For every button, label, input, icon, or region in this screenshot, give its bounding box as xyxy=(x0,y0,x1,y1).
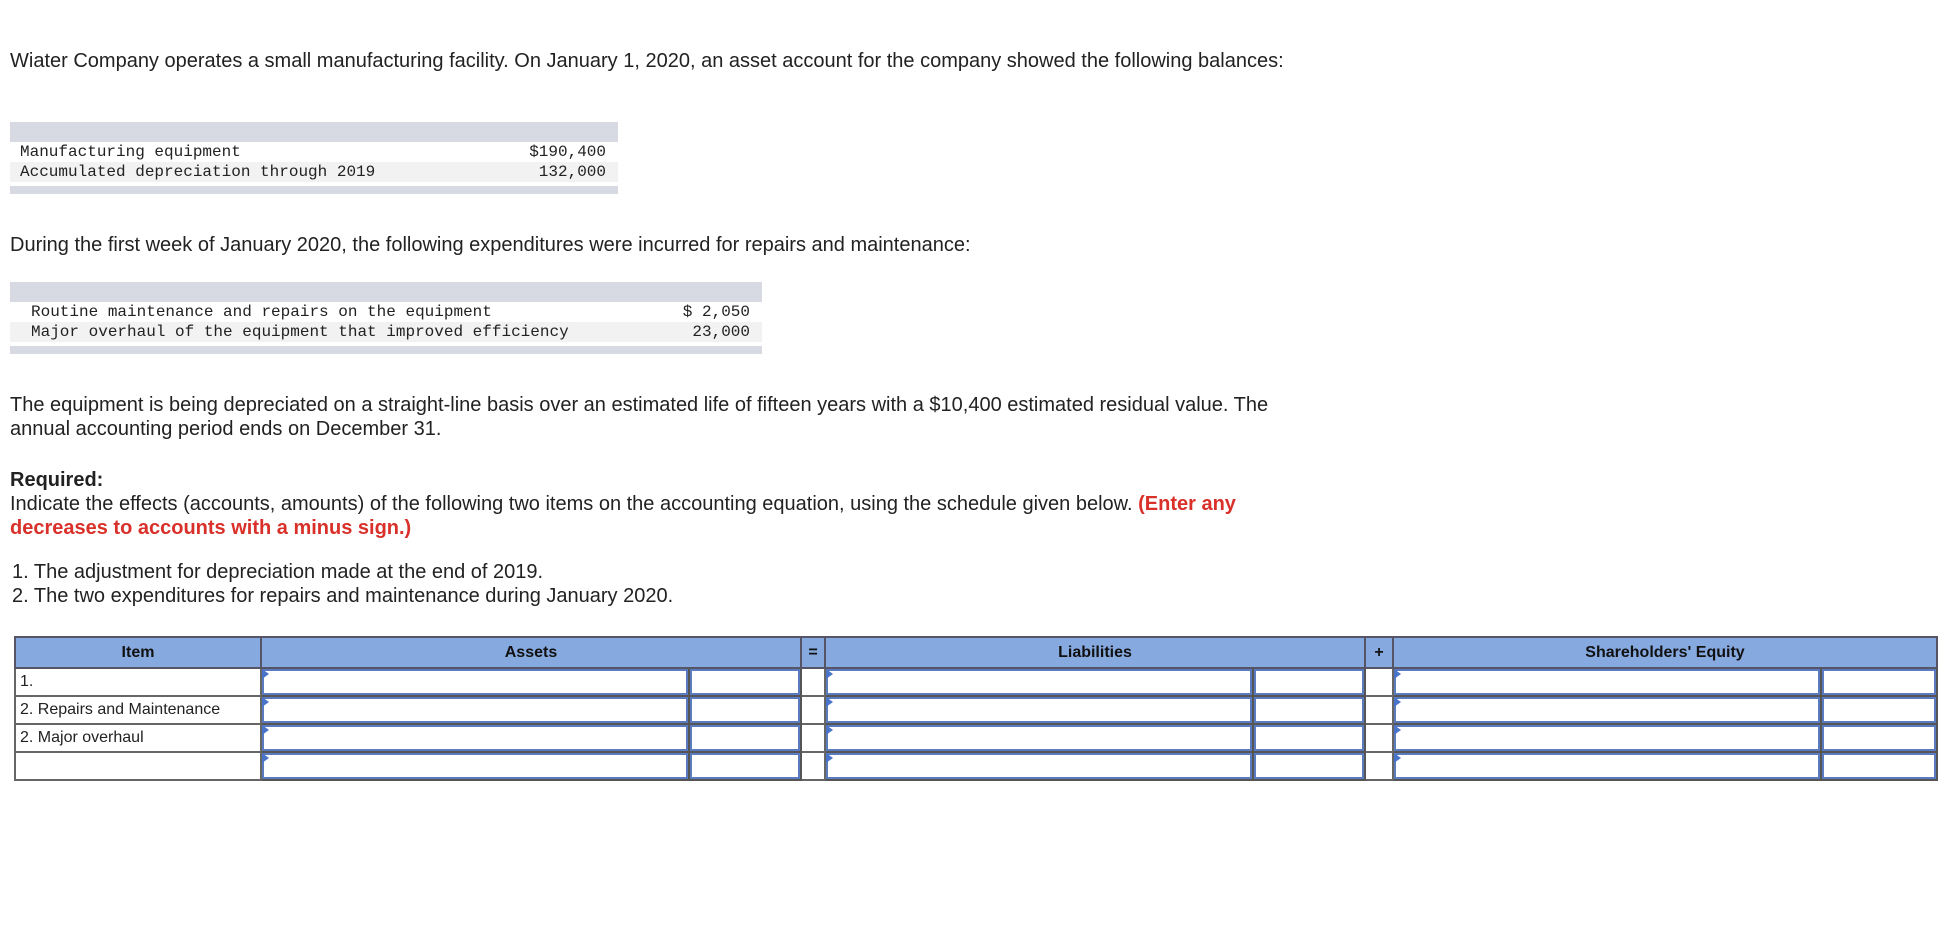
liabilities-account-cell[interactable] xyxy=(825,752,1253,780)
assets-amount-input[interactable] xyxy=(690,725,800,751)
balance-label: Manufacturing equipment xyxy=(20,143,241,161)
equity-account-cell[interactable] xyxy=(1393,696,1821,724)
equity-amount-cell[interactable] xyxy=(1821,752,1937,780)
dropdown-indicator-icon xyxy=(826,669,833,679)
equity-account-input[interactable] xyxy=(1394,753,1820,779)
intro-paragraph: Wiater Company operates a small manufacturing facility. On January 1, 2020, an asset account for the company showed the following balances: xyxy=(10,50,1284,72)
liabilities-account-cell[interactable] xyxy=(825,696,1253,724)
row-item-label: 2. Major overhaul xyxy=(15,724,261,752)
assets-amount-input[interactable] xyxy=(690,697,800,723)
liabilities-amount-cell[interactable] xyxy=(1253,752,1365,780)
table-header-bar xyxy=(10,282,762,302)
dropdown-indicator-icon xyxy=(826,753,833,763)
equity-amount-input[interactable] xyxy=(1822,697,1936,723)
dropdown-indicator-icon xyxy=(1394,669,1401,679)
header-item: Item xyxy=(15,637,261,668)
assets-account-cell[interactable] xyxy=(261,752,689,780)
table-header-bar xyxy=(10,122,618,142)
schedule-row xyxy=(15,752,1937,780)
balance-label: Accumulated depreciation through 2019 xyxy=(20,163,376,181)
row-item-label: 1. xyxy=(15,668,261,696)
equals-spacer xyxy=(801,752,825,780)
expenditure-value: 23,000 xyxy=(692,323,750,341)
dropdown-indicator-icon xyxy=(1394,697,1401,707)
expenditure-value: $ 2,050 xyxy=(682,303,750,321)
plus-spacer xyxy=(1365,752,1393,780)
liabilities-amount-cell[interactable] xyxy=(1253,696,1365,724)
assets-account-input[interactable] xyxy=(262,753,688,779)
equity-account-cell[interactable] xyxy=(1393,724,1821,752)
plus-spacer xyxy=(1365,668,1393,696)
equity-account-cell[interactable] xyxy=(1393,752,1821,780)
dropdown-indicator-icon xyxy=(826,725,833,735)
equity-account-input[interactable] xyxy=(1394,669,1820,695)
dropdown-indicator-icon xyxy=(262,753,269,763)
assets-account-input[interactable] xyxy=(262,725,688,751)
equity-amount-input[interactable] xyxy=(1822,669,1936,695)
equals-spacer xyxy=(801,696,825,724)
balances-table xyxy=(10,122,618,194)
liabilities-amount-cell[interactable] xyxy=(1253,724,1365,752)
expenditures-intro: During the first week of January 2020, the following expenditures were incurred for repairs and maintenance: xyxy=(10,234,971,256)
balance-value: 132,000 xyxy=(538,163,606,181)
required-heading: Required: xyxy=(10,469,104,491)
assets-amount-cell[interactable] xyxy=(689,752,801,780)
dropdown-indicator-icon xyxy=(262,725,269,735)
expenditure-label: Major overhaul of the equipment that improved efficiency xyxy=(31,323,569,341)
equity-amount-input[interactable] xyxy=(1822,753,1936,779)
row-item-label xyxy=(15,752,261,780)
header-assets: Assets xyxy=(261,637,801,668)
schedule-row xyxy=(15,724,1937,752)
required-body xyxy=(10,492,1300,540)
expenditure-label: Routine maintenance and repairs on the equipment xyxy=(31,303,492,321)
equity-amount-input[interactable] xyxy=(1822,725,1936,751)
required-items-list xyxy=(12,560,673,608)
liabilities-amount-input[interactable] xyxy=(1254,753,1364,779)
table-footer-bar xyxy=(10,186,618,194)
table-footer-bar xyxy=(10,346,762,354)
equity-account-cell[interactable] xyxy=(1393,668,1821,696)
liabilities-account-input[interactable] xyxy=(826,669,1252,695)
equals-spacer xyxy=(801,724,825,752)
dropdown-indicator-icon xyxy=(262,669,269,679)
plus-spacer xyxy=(1365,696,1393,724)
list-item: 2. The two expenditures for repairs and maintenance during January 2020. xyxy=(12,585,674,607)
liabilities-amount-input[interactable] xyxy=(1254,697,1364,723)
liabilities-account-input[interactable] xyxy=(826,697,1252,723)
assets-account-cell[interactable] xyxy=(261,724,689,752)
row-item-label: 2. Repairs and Maintenance xyxy=(15,696,261,724)
accounting-equation-schedule xyxy=(14,636,1938,781)
assets-account-cell[interactable] xyxy=(261,668,689,696)
equity-account-input[interactable] xyxy=(1394,697,1820,723)
assets-amount-input[interactable] xyxy=(690,753,800,779)
table-row xyxy=(10,322,762,342)
dropdown-indicator-icon xyxy=(262,697,269,707)
depreciation-paragraph: The equipment is being depreciated on a straight-line basis over an estimated life of fifteen years with a $10,400 estimated residual value. The annual accounting period ends on December 31. xyxy=(10,394,1269,440)
assets-amount-cell[interactable] xyxy=(689,724,801,752)
equity-amount-cell[interactable] xyxy=(1821,696,1937,724)
assets-amount-input[interactable] xyxy=(690,669,800,695)
dropdown-indicator-icon xyxy=(826,697,833,707)
assets-amount-cell[interactable] xyxy=(689,696,801,724)
assets-account-input[interactable] xyxy=(262,669,688,695)
assets-account-input[interactable] xyxy=(262,697,688,723)
dropdown-indicator-icon xyxy=(1394,725,1401,735)
dropdown-indicator-icon xyxy=(1394,753,1401,763)
expenditures-table xyxy=(10,282,762,354)
liabilities-amount-input[interactable] xyxy=(1254,669,1364,695)
header-liabilities: Liabilities xyxy=(825,637,1365,668)
assets-amount-cell[interactable] xyxy=(689,668,801,696)
header-equity: Shareholders' Equity xyxy=(1393,637,1937,668)
list-item: 1. The adjustment for depreciation made at the end of 2019. xyxy=(12,561,544,583)
liabilities-account-cell[interactable] xyxy=(825,724,1253,752)
schedule-row xyxy=(15,696,1937,724)
liabilities-amount-input[interactable] xyxy=(1254,725,1364,751)
header-equals: = xyxy=(801,637,825,668)
liabilities-account-input[interactable] xyxy=(826,753,1252,779)
table-row xyxy=(10,162,618,182)
table-row xyxy=(10,142,618,162)
balance-value: $190,400 xyxy=(529,143,606,161)
required-instruction: Indicate the effects (accounts, amounts) of the following two items on the accounting equation, using the schedule given below. xyxy=(10,493,1133,515)
table-row xyxy=(10,302,762,322)
equity-account-input[interactable] xyxy=(1394,725,1820,751)
equals-spacer xyxy=(801,668,825,696)
liabilities-account-cell[interactable] xyxy=(825,668,1253,696)
assets-account-cell[interactable] xyxy=(261,696,689,724)
plus-spacer xyxy=(1365,724,1393,752)
header-plus: + xyxy=(1365,637,1393,668)
schedule-header-row xyxy=(15,637,1937,668)
schedule-row xyxy=(15,668,1937,696)
equity-amount-cell[interactable] xyxy=(1821,668,1937,696)
liabilities-account-input[interactable] xyxy=(826,725,1252,751)
required-note: (Enter any decreases to accounts with a minus sign.) xyxy=(10,493,1236,539)
liabilities-amount-cell[interactable] xyxy=(1253,668,1365,696)
equity-amount-cell[interactable] xyxy=(1821,724,1937,752)
